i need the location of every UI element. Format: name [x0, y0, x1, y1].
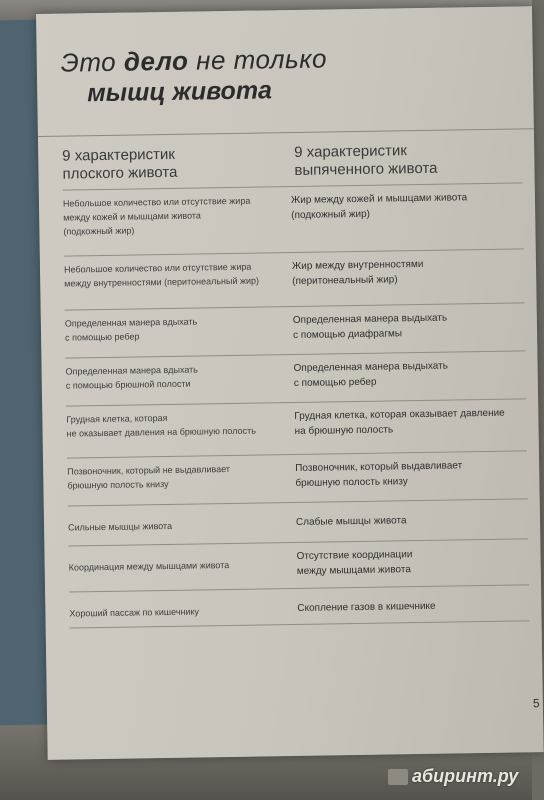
watermark-logo-icon: [388, 769, 408, 785]
flat-belly-trait: [63, 193, 274, 238]
trait-line: Определенная манера вдыхать: [65, 364, 199, 377]
table-row: [64, 248, 525, 309]
table-row: [65, 350, 526, 405]
protruding-belly-trait: [291, 189, 521, 223]
table-row: [67, 450, 528, 505]
protruding-belly-trait: [297, 597, 527, 616]
watermark: абиринт.ру: [388, 766, 518, 787]
trait-line: Слабые мышцы живота: [295, 515, 407, 528]
flat-belly-trait: [66, 409, 276, 440]
trait-line: не оказывает давления на брюшную полость: [66, 425, 256, 439]
trait-line: с помощью брюшной полости: [65, 378, 191, 391]
trait-line: Грудная клетка, которая оказывает давление: [294, 407, 505, 422]
column-header-right: 9 характеристик выпяченного живота: [294, 142, 438, 179]
trait-line: Определенная манера выдыхать: [293, 360, 448, 374]
flat-belly-trait: [67, 461, 277, 492]
trait-line: Определенная манера выдыхать: [292, 312, 448, 327]
trait-line: Сильные мышцы живота: [67, 520, 173, 533]
trait-line: (перитонеальный жир): [292, 274, 398, 288]
trait-line: (подкожный жир): [63, 225, 135, 237]
header-divider: [38, 128, 534, 137]
table-row: [65, 302, 526, 357]
trait-line: с помощью диафрагмы: [292, 328, 403, 342]
trait-line: между кожей и мышцами живота: [63, 210, 201, 223]
flat-belly-trait: [66, 361, 276, 392]
trait-line: Координация между мышцами живота: [68, 560, 230, 573]
protruding-belly-trait: [296, 511, 526, 530]
page-title: [61, 45, 328, 106]
protruding-belly-trait: [293, 309, 523, 343]
column-header-left: 9 характеристик плоского живота: [62, 145, 178, 183]
trait-line: между внутренностями (перитонеальный жир): [64, 275, 260, 289]
flat-belly-trait: [69, 557, 279, 574]
trait-line: Небольшое количество или отсутствие жира: [63, 261, 252, 275]
protruding-belly-trait: [296, 545, 526, 579]
trait-line: Скопление газов в кишечнике: [297, 600, 436, 614]
comparison-table: [63, 182, 530, 628]
page-number: 5: [532, 696, 540, 711]
flat-belly-trait: [68, 517, 278, 534]
trait-line: Жир между внутренностями: [291, 258, 424, 273]
title-line-1: Это дело не только: [60, 43, 328, 78]
trait-line: на брюшную полость: [294, 424, 394, 437]
protruding-belly-trait: [294, 405, 524, 439]
table-row: [68, 538, 529, 591]
table-row: [66, 398, 527, 457]
trait-line: с помощью ребер: [293, 376, 377, 389]
protruding-belly-trait: [292, 255, 522, 289]
trait-line: брюшную полость книзу: [295, 476, 408, 489]
trait-line: между мышцами живота: [296, 564, 411, 577]
trait-line: Позвоночник, который не выдавливает: [67, 464, 231, 477]
trait-line: (подкожный жир): [291, 208, 371, 222]
flat-belly-trait: [64, 259, 274, 290]
title-line-2: мышц живота: [87, 76, 273, 108]
table-row: [63, 182, 524, 255]
trait-line: Определенная манера вдыхать: [64, 316, 198, 329]
flat-belly-trait: [69, 603, 279, 620]
trait-line: Грудная клетка, которая: [66, 412, 168, 425]
trait-line: Небольшое количество или отсутствие жира: [62, 195, 251, 209]
protruding-belly-trait: [295, 457, 525, 491]
trait-line: Позвоночник, который выдавливает: [295, 460, 463, 474]
trait-line: Отсутствие координации: [296, 549, 413, 562]
trait-line: брюшную полость книзу: [67, 478, 169, 491]
book-page: [36, 6, 544, 760]
trait-line: Жир между кожей и мышцами живота: [290, 192, 468, 207]
trait-line: с помощью ребер: [65, 331, 140, 343]
protruding-belly-trait: [293, 357, 523, 391]
flat-belly-trait: [65, 313, 275, 344]
trait-line: Хороший пассаж по кишечнику: [69, 606, 200, 619]
